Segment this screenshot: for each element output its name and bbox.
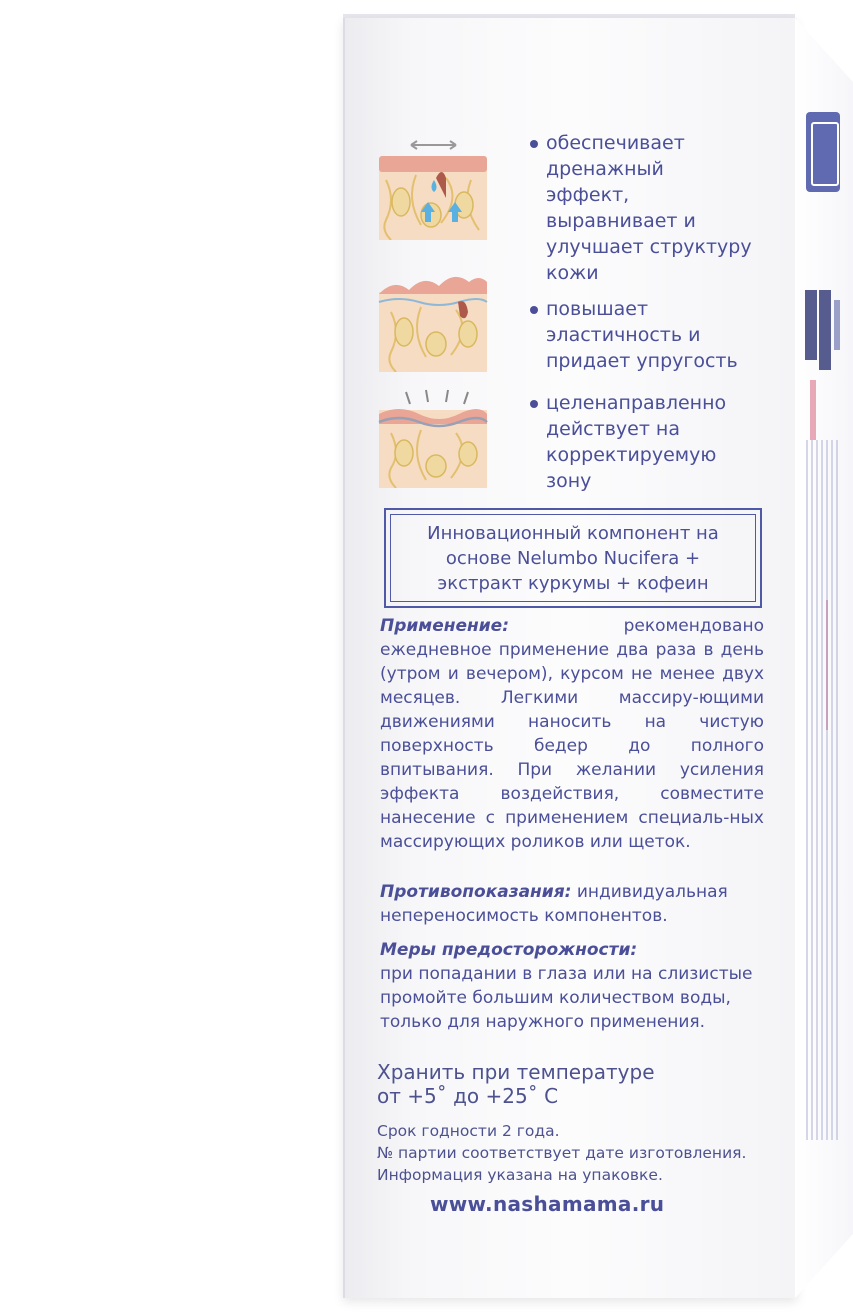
usage-text: рекомендовано ежедневное применение два раза в день (утром и вечером), курсом не менее двух месяцев. Легкими массиру-ющими движениями наносить на чистую поверхность бедер до полного впитывания. При желании усиления эффекта воздействия, совместите нанесение с применением специаль-ных массирующих роликов или щеток. (380, 616, 764, 852)
website-link[interactable]: www.nashamama.ru (430, 1192, 665, 1216)
info-section (377, 1120, 797, 1186)
skin-targeted-icon (376, 388, 491, 488)
benefit-line: улучшает структуру (546, 236, 752, 258)
benefit-item-3 (530, 390, 726, 494)
benefit-line: корректируемую (546, 444, 717, 466)
side-title-bar-2 (819, 290, 831, 370)
bullet-dot-icon (530, 400, 538, 408)
storage-line-2: от +5˚ до +25˚ С (377, 1084, 559, 1108)
skin-elasticity-icon (376, 272, 491, 372)
contraindications-section (380, 880, 780, 928)
precautions-section (380, 938, 780, 1034)
skin-drainage-icon (376, 140, 491, 240)
component-line-1: Инновационный компонент на (427, 522, 719, 544)
storage-section (377, 1060, 777, 1108)
bullet-dot-icon (530, 306, 538, 314)
benefit-item-2 (530, 296, 738, 374)
component-line-3: экстракт куркумы + кофеин (437, 572, 709, 594)
contraindications-label: Противопоказания: (380, 882, 572, 902)
benefit-line: эластичность и (546, 324, 701, 346)
side-title-bar (805, 290, 817, 360)
benefit-line: кожи (546, 262, 599, 284)
benefit-line: выравнивает и (546, 210, 696, 232)
side-subtitle-bar (834, 300, 840, 350)
benefit-line: повышает (546, 298, 649, 320)
benefit-line: придает упругость (546, 350, 738, 372)
benefit-line: целенаправленно (546, 392, 727, 414)
usage-label: Применение: (380, 616, 509, 636)
info-line-3: Информация указана на упаковке. (377, 1166, 663, 1184)
side-pink-accent (810, 380, 816, 440)
benefit-item-1 (530, 130, 752, 286)
contraindications-text: индивидуальная непереносимость компонентов. (380, 882, 728, 926)
info-line-2: № партии соответствует дате изготовления. (377, 1144, 747, 1162)
brand-logo-frame (811, 122, 839, 186)
bullet-dot-icon (530, 140, 538, 148)
side-fine-print (806, 440, 840, 1140)
component-box (384, 508, 762, 608)
benefit-line: зону (546, 470, 592, 492)
precautions-line-1: при попадании в глаза или на слизистые (380, 964, 753, 984)
benefit-line: дренажный (546, 158, 664, 180)
benefit-line: эффект, (546, 184, 630, 206)
precautions-label: Меры предосторожности: (380, 940, 638, 960)
usage-section (380, 614, 764, 854)
component-line-2: основе Nelumbo Nucifera + (445, 547, 701, 569)
storage-line-1: Хранить при температуре (377, 1060, 655, 1084)
benefit-line: обеспечивает (546, 132, 685, 154)
precautions-line-2: промойте большим количеством воды, (380, 988, 731, 1008)
benefit-line: действует на (546, 418, 680, 440)
info-line-1: Срок годности 2 года. (377, 1122, 560, 1140)
precautions-line-3: только для наружного применения. (380, 1012, 706, 1032)
